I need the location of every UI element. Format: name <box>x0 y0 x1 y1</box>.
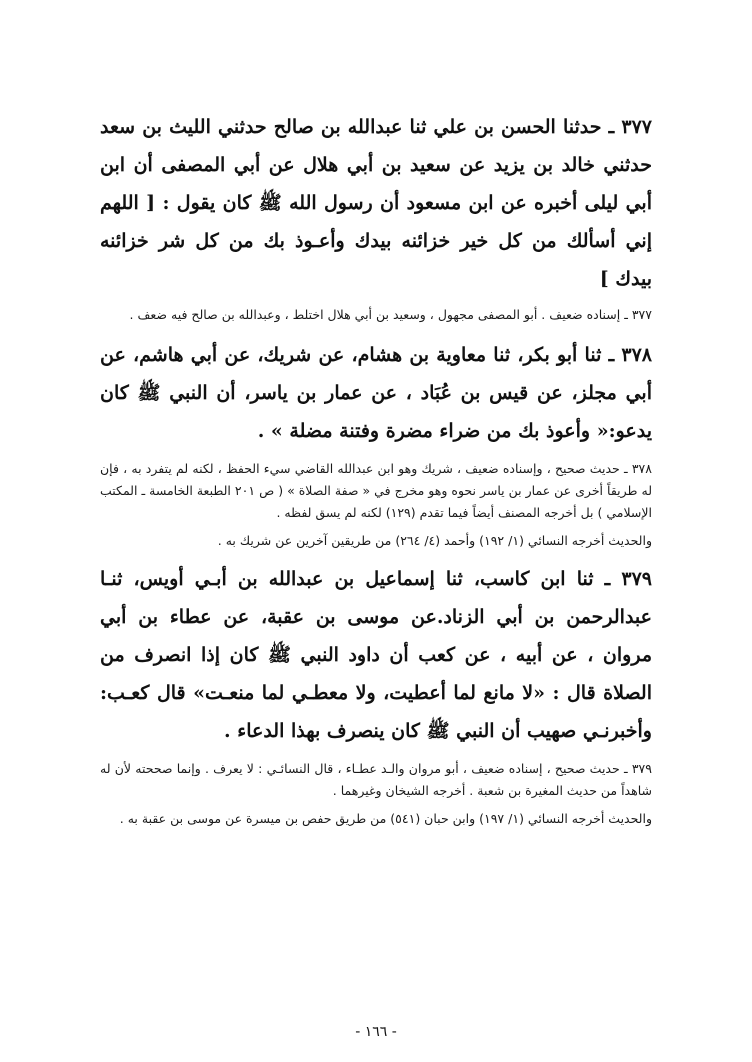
hadith-379: ٣٧٩ ـ ثنا ابن كاسب، ثنا إسماعيل بن عبدالله بن أبـي أويس، ثنـا عبدالرحمن بن أبي الزناد.عن موسى بن عقبة، عن عطاء بن أبي مروان ، عن أبيه ، عن كعب أن داود النبي ﷺ كان إذا انصرف من الصلاة قال : «لا مانع لما أعطيت، ولا معطـي لما منعـت» قال كعـب: وأخبرنـي صهيب أن النبي ﷺ كان ينصرف بهذا الدعاء . <box>100 568 652 742</box>
footnote-378-extra: والحديث أخرجه النسائي (١/ ١٩٢) وأحمد (٤/ ٢٦٤) من طريقين آخرين عن شريك به . <box>217 533 652 548</box>
footnote-379: ٣٧٩ ـ حديث صحيح ، إسناده ضعيف ، أبو مروان والـد عطـاء ، قال النسائـي : لا يعرف . وإنما صححته لأن له شاهداً من حديث المغيرة بن شعبة . أخرجه الشيخان وغيرهما . <box>100 761 652 798</box>
hadith-377: ٣٧٧ ـ حدثنا الحسن بن علي ثنا عبدالله بن صالح حدثني الليث بن سعد حدثني خالد بن يزيد عن سعيد بن أبي هلال عن أبي المصفى أن ابن أبي ليلى أخبره عن ابن مسعود أن رسول الله ﷺ كان يقول : [ اللهم إني أسألك من كل خير خزائنه بيدك وأعـوذ بك من كل شر خزائنه بيدك ] <box>100 116 652 290</box>
footnote-377: ٣٧٧ ـ إسناده ضعيف . أبو المصفى مجهول ، وسعيد بن أبي هلال اختلط ، وعبدالله بن صالح فيه ضعف . <box>129 307 652 322</box>
footnote-378: ٣٧٨ ـ حديث صحيح ، وإسناده ضعيف ، شريك وهو ابن عبدالله القاضي سيء الحفظ ، لكنه لم يتفرد به ، فإن له طريقاً أخرى عن عمار بن ياسر نحوه وهو مخرج في « صفة الصلاة » ( ص ٢٠١ الطبعة الخامسة ـ المكتب الإسلامي ) بل أخرجه المصنف أيضاً فيما تقدم (١٢٩) لكنه لم يسق لفظه . <box>100 461 653 520</box>
page-body <box>100 108 652 1038</box>
hadith-378: ٣٧٨ ـ ثنا أبو بكر، ثنا معاوية بن هشام، عن شريك، عن أبي هاشم، عن أبي مجلز، عن قيس بن عُبَاد ، عن عمار بن ياسر، أن النبي ﷺ كان يدعو:« وأعوذ بك من ضراء مضرة وفتنة مضلة » . <box>100 344 652 442</box>
page-number: - ١٦٦ - <box>355 1024 397 1040</box>
footnote-379-extra: والحديث أخرجه النسائي (١/ ١٩٧) وابن حبان (٥٤١) من طريق حفص بن ميسرة عن موسى بن عقبة به . <box>119 811 652 826</box>
